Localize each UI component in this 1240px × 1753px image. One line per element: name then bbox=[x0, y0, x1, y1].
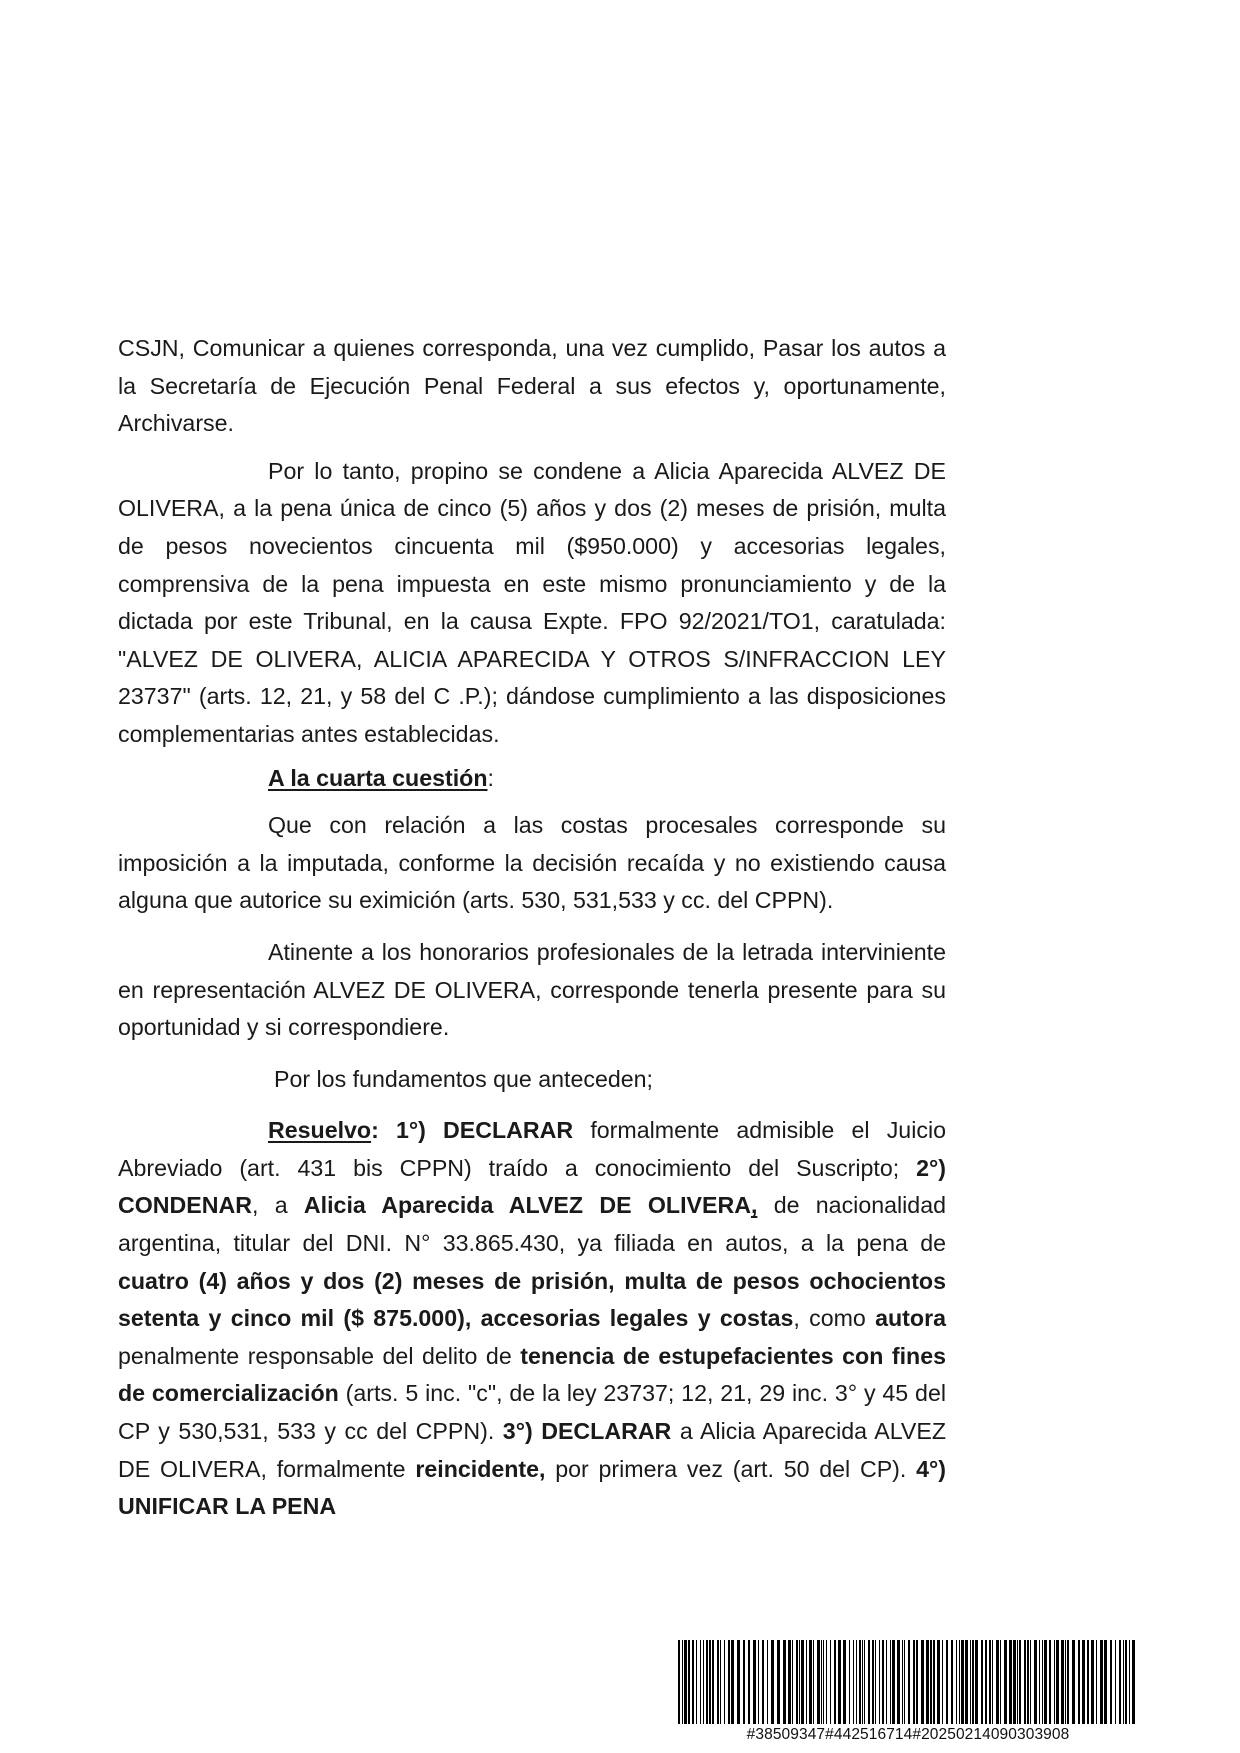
barcode-number: #38509347#442516714#20250214090303908 bbox=[746, 1726, 1070, 1743]
resolve-item-4: 4°) UNIFICAR LA PENA bbox=[118, 1455, 946, 1520]
barcode-bar bbox=[783, 1640, 786, 1724]
resolve-text-8: por primera vez (art. 50 del CP). bbox=[545, 1455, 917, 1482]
barcode-bar bbox=[843, 1640, 846, 1724]
barcode-bar bbox=[992, 1640, 993, 1724]
barcode-bar bbox=[823, 1640, 824, 1724]
barcode-bar bbox=[792, 1640, 793, 1724]
barcode-bar bbox=[821, 1640, 822, 1724]
barcode-bar bbox=[809, 1640, 812, 1724]
barcode-bar bbox=[913, 1640, 915, 1724]
barcode-bar bbox=[882, 1640, 884, 1724]
barcode-bar bbox=[1104, 1640, 1107, 1724]
barcode-bar bbox=[886, 1640, 887, 1724]
barcode-bar bbox=[771, 1640, 774, 1724]
barcode-bar bbox=[937, 1640, 940, 1724]
barcode-bar bbox=[961, 1640, 964, 1724]
barcode-bar bbox=[1078, 1640, 1080, 1724]
barcode-bar bbox=[853, 1640, 854, 1724]
barcode-bar bbox=[799, 1640, 800, 1724]
barcode-bar bbox=[1024, 1640, 1026, 1724]
barcode-bar bbox=[1132, 1640, 1135, 1724]
barcode-bar bbox=[688, 1640, 690, 1724]
barcode-bar bbox=[1034, 1640, 1037, 1724]
paragraph-2: Por lo tanto, propino se condene a Alicia Aparecida ALVEZ DE OLIVERA, a la pena única de cinco (5) años y dos (2) meses de prisión, multa de pesos novecientos cincuenta mil ($950.000) y accesorias legales, comprensiva de la pena impuesta en este mismo pronunciamiento y de la dictada por este Tribunal, en la causa Expte. FPO 92/2021/TO1, caratulada: "ALVEZ DE OLIVERA, ALICIA APARECIDA Y OTROS S/INFRACCION LEY 23737" (arts. 12, 21, y 58 del C .P.); dándose cumplimiento a las disposiciones complementarias antes establecidas. bbox=[118, 457, 946, 747]
barcode-bar bbox=[951, 1640, 953, 1724]
section-heading bbox=[118, 760, 946, 798]
barcode-bar bbox=[933, 1640, 935, 1724]
barcode-bar bbox=[1030, 1640, 1031, 1724]
barcode-bar bbox=[801, 1640, 804, 1724]
sentence-terms: cuatro (4) años y dos (2) meses de prisión, multa de pesos ochocientos setenta y cinco mil ($ 875.000), accesorias legales y costas bbox=[118, 1267, 946, 1332]
barcode-bar bbox=[956, 1640, 957, 1724]
barcode-bar bbox=[712, 1640, 714, 1724]
barcode-bar bbox=[1123, 1640, 1124, 1724]
barcode-bar bbox=[692, 1640, 694, 1724]
resolve-item-3: 3°) DECLARAR bbox=[502, 1418, 672, 1445]
barcode-bar bbox=[703, 1640, 704, 1724]
barcode-bar bbox=[1115, 1640, 1116, 1724]
paragraph-5-text: Por los fundamentos que anteceden; bbox=[274, 1065, 653, 1092]
resolve-item-1: : 1°) DECLARAR bbox=[371, 1117, 574, 1144]
heading-text: A la cuarta cuestión bbox=[268, 764, 488, 791]
barcode-bar bbox=[728, 1640, 730, 1724]
barcode-bar bbox=[1096, 1640, 1097, 1724]
resolve-text-5: penalmente responsable del delito de bbox=[118, 1342, 521, 1369]
barcode-bar bbox=[838, 1640, 841, 1724]
barcode-bar bbox=[1004, 1640, 1007, 1724]
heading-colon: : bbox=[487, 764, 494, 791]
barcode-bar bbox=[1072, 1640, 1075, 1724]
paragraph-5 bbox=[118, 1061, 946, 1099]
barcode-bar bbox=[709, 1640, 711, 1724]
barcode-bar bbox=[830, 1640, 831, 1724]
barcode-bar bbox=[959, 1640, 960, 1724]
barcode-bar bbox=[1119, 1640, 1121, 1724]
barcode-bar bbox=[682, 1640, 683, 1724]
resolve-text-2: , a bbox=[251, 1192, 304, 1219]
barcode-bar bbox=[985, 1640, 987, 1724]
barcode-bar bbox=[868, 1640, 870, 1724]
barcode-bar bbox=[930, 1640, 932, 1724]
barcode-bar bbox=[926, 1640, 929, 1724]
defendant-name: Alicia Aparecida ALVEZ DE OLIVERA bbox=[303, 1192, 751, 1219]
barcode-bar bbox=[975, 1640, 978, 1724]
barcode-bar bbox=[1013, 1640, 1016, 1724]
barcode-bar bbox=[981, 1640, 983, 1724]
reincidente: reincidente, bbox=[415, 1455, 546, 1482]
barcode-bar bbox=[1039, 1640, 1040, 1724]
barcode-bar bbox=[753, 1640, 756, 1724]
barcode-bar bbox=[864, 1640, 865, 1724]
barcode-bar bbox=[696, 1640, 697, 1724]
barcode-bar bbox=[902, 1640, 903, 1724]
barcode-bar bbox=[788, 1640, 791, 1724]
barcode-bar bbox=[834, 1640, 836, 1724]
barcode-bar bbox=[859, 1640, 861, 1724]
resolve-label: Resuelvo bbox=[268, 1117, 372, 1144]
barcode-bar bbox=[897, 1640, 900, 1724]
barcode-bar bbox=[862, 1640, 863, 1724]
barcode-bar bbox=[737, 1640, 740, 1724]
barcode-bar bbox=[1056, 1640, 1059, 1724]
barcode-bar bbox=[1042, 1640, 1043, 1724]
barcode-bar bbox=[1049, 1640, 1051, 1724]
barcode-bars bbox=[676, 1640, 1140, 1724]
barcode-bar bbox=[890, 1640, 891, 1724]
barcode-bar bbox=[875, 1640, 876, 1724]
barcode-bar bbox=[1082, 1640, 1085, 1724]
barcode-bar bbox=[1065, 1640, 1066, 1724]
barcode-bar bbox=[684, 1640, 687, 1724]
barcode-bar bbox=[989, 1640, 991, 1724]
resolve-text-6: (arts. 5 inc. "c", de la ley 23737; 12, 21, 29 inc. 3° y 45 del CP y 530,531, 533 y cc del CPPN). bbox=[118, 1380, 946, 1445]
barcode-bar bbox=[849, 1640, 850, 1724]
barcode-bar bbox=[946, 1640, 948, 1724]
resolve-item-2: 2°) CONDENAR bbox=[118, 1154, 946, 1219]
barcode-bar bbox=[1125, 1640, 1127, 1724]
barcode-bar bbox=[972, 1640, 974, 1724]
barcode-bar bbox=[731, 1640, 734, 1724]
barcode-bar bbox=[796, 1640, 798, 1724]
barcode-bar bbox=[856, 1640, 857, 1724]
barcode-bar bbox=[1009, 1640, 1012, 1724]
barcode-bar bbox=[700, 1640, 701, 1724]
barcode-bar bbox=[817, 1640, 820, 1724]
barcode-bar bbox=[872, 1640, 874, 1724]
resolution-paragraph bbox=[118, 1112, 946, 1526]
barcode-bar bbox=[720, 1640, 721, 1724]
barcode-bar bbox=[826, 1640, 827, 1724]
barcode-bar bbox=[921, 1640, 924, 1724]
role-autora: autora bbox=[875, 1305, 946, 1332]
barcode-bar bbox=[678, 1640, 680, 1724]
barcode-bar bbox=[762, 1640, 764, 1724]
barcode-bar bbox=[996, 1640, 999, 1724]
barcode-bar bbox=[892, 1640, 895, 1724]
barcode-bar bbox=[1100, 1640, 1103, 1724]
barcode-bar bbox=[1044, 1640, 1047, 1724]
barcode-bar bbox=[1110, 1640, 1112, 1724]
barcode-bar bbox=[942, 1640, 943, 1724]
document-body bbox=[118, 330, 946, 1526]
barcode-bar bbox=[813, 1640, 814, 1724]
barcode-bar bbox=[904, 1640, 905, 1724]
barcode-bar bbox=[1061, 1640, 1064, 1724]
barcode-bar bbox=[748, 1640, 750, 1724]
barcode-bar bbox=[1054, 1640, 1055, 1724]
barcode bbox=[676, 1640, 1140, 1746]
resolve-text-1: formalmente admisible el Juicio Abreviado (art. 431 bis CPPN) traído a conocimiento del Suscripto; bbox=[118, 1117, 946, 1181]
barcode-bar bbox=[758, 1640, 759, 1724]
barcode-bar bbox=[1019, 1640, 1021, 1724]
paragraph-3: Que con relación a las costas procesales corresponde su imposición a la imputada, conforme la decisión recaída y no existiendo causa alguna que autorice su eximición (arts. 530, 531,533 y cc. del CPPN). bbox=[118, 812, 946, 914]
barcode-bar bbox=[970, 1640, 971, 1724]
barcode-bar bbox=[1017, 1640, 1018, 1724]
barcode-bar bbox=[1091, 1640, 1094, 1724]
barcode-bar bbox=[806, 1640, 807, 1724]
offense-name: tenencia de estupefacientes con fines de comercialización bbox=[118, 1342, 947, 1407]
resolve-text-7: a Alicia Aparecida ALVEZ DE OLIVERA, formalmente bbox=[118, 1418, 946, 1482]
barcode-bar bbox=[1129, 1640, 1130, 1724]
barcode-bar bbox=[777, 1640, 780, 1724]
barcode-bar bbox=[1087, 1640, 1089, 1724]
barcode-bar bbox=[1000, 1640, 1001, 1724]
barcode-bar bbox=[724, 1640, 725, 1724]
resolve-text-4: , como bbox=[793, 1305, 876, 1332]
barcode-bar bbox=[706, 1640, 708, 1724]
barcode-bar bbox=[1067, 1640, 1069, 1724]
barcode-bar bbox=[879, 1640, 880, 1724]
barcode-bar bbox=[1027, 1640, 1029, 1724]
barcode-bar bbox=[965, 1640, 968, 1724]
barcode-bar bbox=[908, 1640, 910, 1724]
barcode-bar bbox=[743, 1640, 745, 1724]
barcode-bar bbox=[717, 1640, 719, 1724]
barcode-bar bbox=[767, 1640, 768, 1724]
paragraph-1: CSJN, Comunicar a quienes corresponda, una vez cumplido, Pasar los autos a la Secretaría de Ejecución Penal Federal a sus efectos y, oportunamente, Archivarse. bbox=[118, 335, 946, 437]
defendant-name-comma: , bbox=[750, 1192, 758, 1219]
barcode-bar bbox=[916, 1640, 918, 1724]
resolve-text-3: de nacionalidad argentina, titular del DNI. N° 33.865.430, ya filiada en autos, a la pena de bbox=[118, 1192, 946, 1257]
paragraph-4: Atinente a los honorarios profesionales de la letrada interviniente en representación ALVEZ DE OLIVERA, corresponde tenerla presente para su oportunidad y si correspondiere. bbox=[118, 938, 946, 1041]
